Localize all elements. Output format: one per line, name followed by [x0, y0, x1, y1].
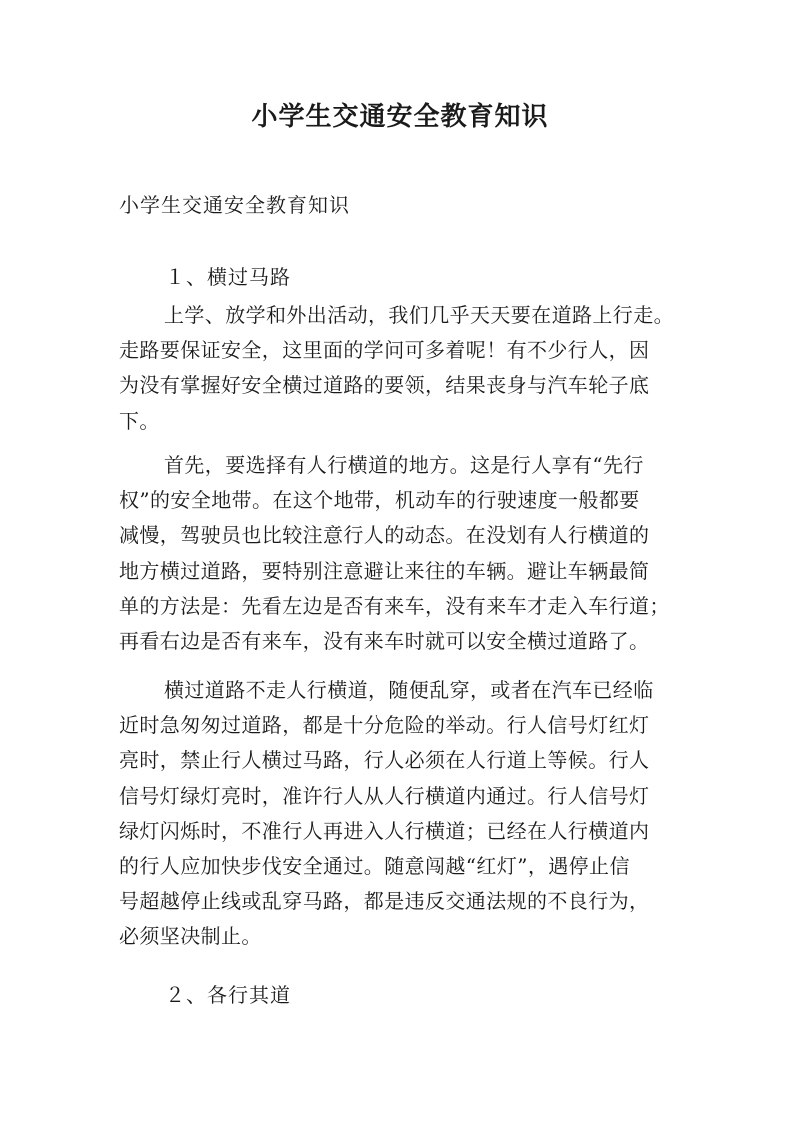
paragraph-line: 再看右边是否有来车，没有来车时就可以安全横过道路了。: [119, 628, 650, 653]
paragraph-line: 信号灯绿灯亮时，准许行人从人行横道内通过。行人信号灯: [119, 783, 650, 808]
paragraph-line: 必须坚决制止。: [119, 924, 262, 949]
paragraph-line: 减慢，驾驶员也比较注意行人的动态。在没划有人行横道的: [119, 523, 650, 548]
paragraph-line: 下。: [119, 408, 160, 433]
paragraph-line: 号超越停止线或乱穿马路，都是违反交通法规的不良行为，: [119, 889, 650, 914]
section-heading: １、横过马路: [165, 265, 291, 289]
paragraph-line: 亮时，禁止行人横过马路，行人必须在人行道上等候。行人: [119, 748, 650, 773]
paragraph: [119, 448, 689, 659]
paragraph-line: 权”的安全地带。在这个地带，机动车的行驶速度一般都要: [119, 488, 640, 513]
paragraph-line: 横过道路不走人行横道，随便乱穿，或者在汽车已经临: [164, 678, 654, 702]
paragraph-line: 单的方法是：先看左边是否有来车，没有来车才走入车行道；: [119, 593, 670, 618]
paragraph-line: 上学、放学和外出活动，我们几乎天天要在道路上行走。: [164, 303, 674, 327]
paragraph-line: 首先，要选择有人行横道的地方。这是行人享有“先行: [164, 453, 644, 477]
paragraph: [119, 673, 689, 955]
paragraph-line: 绿灯闪烁时，不准行人再进入人行横道；已经在人行横道内: [119, 818, 650, 843]
document-subtitle: 小学生交通安全教育知识: [119, 193, 350, 217]
paragraph-line: 的行人应加快步伐安全通过。随意闯越“红灯”，遇停止信: [119, 853, 630, 878]
paragraph-line: 走路要保证安全，这里面的学问可多着呢！有不少行人，因: [119, 338, 650, 363]
section-heading: ２、各行其道: [165, 983, 291, 1007]
paragraph-line: 为没有掌握好安全横过道路的要领，结果丧身与汽车轮子底: [119, 373, 650, 398]
paragraph-line: 地方横过道路，要特别注意避让来往的车辆。避让车辆最简: [119, 558, 650, 583]
document-title: 小学生交通安全教育知识: [251, 102, 549, 132]
paragraph-line: 近时急匆匆过道路，都是十分危险的举动。行人信号灯红灯: [119, 713, 650, 738]
paragraph: [119, 298, 689, 439]
